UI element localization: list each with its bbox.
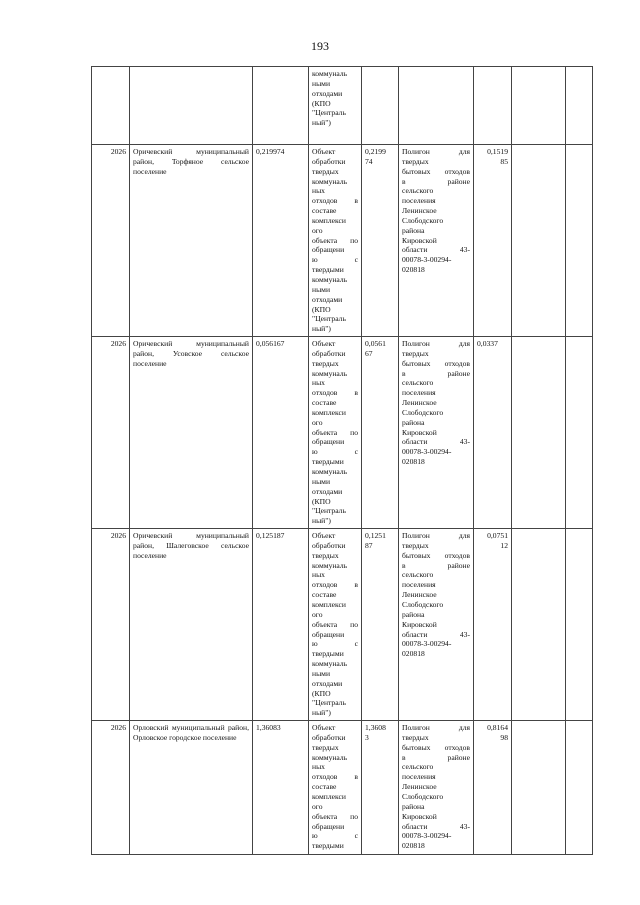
waste-flow-table xyxy=(91,66,593,855)
cell-line: области 43- xyxy=(402,437,470,447)
amount3-cell xyxy=(474,337,512,529)
cell-line: твердых xyxy=(402,540,429,550)
table-row xyxy=(92,67,593,145)
cell-line: ого xyxy=(312,225,323,235)
cell-line: коммуналь xyxy=(312,69,348,78)
object-cell xyxy=(309,67,362,145)
cell-line: 0,0561 xyxy=(365,339,386,349)
cell-line: твердых xyxy=(312,166,339,176)
cell-line: обработки xyxy=(312,156,346,166)
cell-line: "Централь xyxy=(312,314,346,324)
year-cell: 2026 xyxy=(92,721,130,855)
cell-line: Ленинское xyxy=(402,590,437,600)
cell-line: 0,1251 xyxy=(365,531,386,541)
cell-line: ный") xyxy=(312,118,331,128)
cell-line: ными xyxy=(312,284,331,294)
destination-cell xyxy=(399,67,474,145)
cell-line: 020818 xyxy=(402,841,425,851)
cell-line: ный") xyxy=(312,708,331,718)
cell-line: Кировской xyxy=(402,235,437,245)
cell-line: коммуналь xyxy=(312,176,348,186)
cell-line: обработки xyxy=(312,732,346,742)
amount3-cell xyxy=(474,67,512,145)
cell-line: 87 xyxy=(365,540,373,550)
cell-line: 00078-3-00294- xyxy=(402,831,452,841)
cell-line: ными xyxy=(312,668,331,678)
cell-line: отходов в xyxy=(312,196,358,206)
cell-line: коммуналь xyxy=(312,467,348,476)
cell-line: Кировской xyxy=(402,811,437,821)
destination-cell xyxy=(399,337,474,529)
cell-line: 0,0337 xyxy=(477,339,498,349)
cell-line: 67 xyxy=(365,348,373,358)
empty-cell xyxy=(566,67,593,145)
cell-line: отходов в xyxy=(312,772,358,782)
cell-line: обращени xyxy=(312,437,345,447)
cell-line: 020818 xyxy=(402,457,425,467)
cell-line: Слободского xyxy=(402,792,444,801)
cell-line: ных xyxy=(312,378,325,388)
cell-line: отходами xyxy=(312,486,343,496)
cell-line: "Централь xyxy=(312,698,346,708)
region-cell: Орловский муниципальный район, Орловское городское поселение xyxy=(130,721,253,855)
table-row xyxy=(92,529,593,721)
object-cell xyxy=(309,529,362,721)
cell-line: твердых xyxy=(312,358,339,368)
amount2-cell xyxy=(362,529,399,721)
cell-line: Полигон для xyxy=(402,147,470,156)
amount-cell: 1,36083 xyxy=(253,721,309,855)
cell-line: составе xyxy=(312,782,337,792)
empty-cell xyxy=(512,337,566,529)
cell-line: (КПО xyxy=(312,98,331,108)
cell-line: обращени xyxy=(312,821,345,831)
region-cell: Оричевский муниципальный район, Усовское сельское поселение xyxy=(130,337,253,529)
cell-line: ный") xyxy=(312,324,331,334)
cell-line: 12 xyxy=(500,540,508,550)
cell-line: твердыми xyxy=(312,265,344,275)
cell-line: поселения xyxy=(402,772,436,782)
cell-line: Полигон для xyxy=(402,531,470,541)
cell-line: (КПО xyxy=(312,688,331,698)
empty-cell xyxy=(512,67,566,145)
cell-line: Слободского xyxy=(402,407,444,417)
cell-line: твердых xyxy=(312,550,339,560)
cell-line: ю с xyxy=(312,447,358,457)
cell-line: 00078-3-00294- xyxy=(402,639,452,649)
table-row xyxy=(92,145,593,337)
cell-line: объекта по xyxy=(312,427,358,437)
cell-line: в районе xyxy=(402,752,470,762)
amount-cell xyxy=(253,67,309,145)
cell-line: отходами xyxy=(312,678,343,688)
amount3-cell xyxy=(474,721,512,855)
year-cell xyxy=(92,67,130,145)
cell-line: обращени xyxy=(312,629,345,639)
cell-line: Слободского xyxy=(402,215,444,225)
cell-line: бытовых отходов xyxy=(402,166,470,176)
cell-line: составе xyxy=(312,206,337,216)
cell-line: области 43- xyxy=(402,629,470,639)
cell-line: отходов в xyxy=(312,580,358,590)
amount3-cell xyxy=(474,145,512,337)
cell-line: в районе xyxy=(402,176,470,186)
cell-line: района xyxy=(402,609,425,619)
cell-line: 020818 xyxy=(402,649,425,659)
cell-line: 0,0751 xyxy=(487,531,508,541)
cell-line: поселения xyxy=(402,580,436,590)
cell-line: твердыми xyxy=(312,841,344,851)
object-cell xyxy=(309,145,362,337)
cell-line: коммуналь xyxy=(312,274,348,284)
page-number: 193 xyxy=(311,39,329,53)
cell-line: комплекси xyxy=(312,215,346,225)
cell-line: ю с xyxy=(312,831,358,841)
cell-line: ю с xyxy=(312,255,358,265)
cell-line: бытовых отходов xyxy=(402,742,470,752)
cell-line: ными xyxy=(312,476,331,486)
cell-line: Ленинское xyxy=(402,398,437,408)
cell-line: области 43- xyxy=(402,821,470,831)
cell-line: (КПО xyxy=(312,496,331,506)
cell-line: твердых xyxy=(402,732,429,742)
cell-line: Объект xyxy=(312,339,336,349)
cell-line: твердых xyxy=(312,742,339,752)
cell-line: 020818 xyxy=(402,265,425,275)
cell-line: Полигон для xyxy=(402,723,470,733)
empty-cell xyxy=(566,145,593,337)
cell-line: в районе xyxy=(402,368,470,378)
cell-line: объекта по xyxy=(312,235,358,245)
cell-line: сельского xyxy=(402,570,434,580)
cell-line: Ленинское xyxy=(402,782,437,792)
cell-line: твердых xyxy=(402,348,429,358)
amount2-cell xyxy=(362,145,399,337)
cell-line: коммуналь xyxy=(312,659,348,669)
cell-line: сельского xyxy=(402,762,434,772)
destination-cell xyxy=(399,145,474,337)
cell-line: 98 xyxy=(500,732,508,742)
cell-line: 00078-3-00294- xyxy=(402,255,452,265)
cell-line: коммуналь xyxy=(312,368,348,378)
cell-line: твердыми xyxy=(312,649,344,659)
cell-line: ными xyxy=(312,78,331,88)
cell-line: бытовых отходов xyxy=(402,550,470,560)
empty-cell xyxy=(566,337,593,529)
cell-line: Кировской xyxy=(402,427,437,437)
cell-line: 74 xyxy=(365,156,373,166)
amount-cell: 0,125187 xyxy=(253,529,309,721)
cell-line: коммуналь xyxy=(312,560,348,570)
empty-cell xyxy=(512,721,566,855)
cell-line: 85 xyxy=(500,156,508,166)
cell-line: Объект xyxy=(312,147,336,156)
amount2-cell xyxy=(362,337,399,529)
destination-cell xyxy=(399,721,474,855)
cell-line: отходами xyxy=(312,88,343,98)
region-cell: Оричевский муниципальный район, Шалеговское сельское поселение xyxy=(130,529,253,721)
cell-line: комплекси xyxy=(312,792,346,801)
cell-line: сельского xyxy=(402,378,434,388)
cell-line: Объект xyxy=(312,531,336,541)
cell-line: комплекси xyxy=(312,407,346,417)
cell-line: Кировской xyxy=(402,619,437,629)
cell-line: объекта по xyxy=(312,619,358,629)
cell-line: отходов в xyxy=(312,388,358,398)
cell-line: Полигон для xyxy=(402,339,470,349)
object-cell xyxy=(309,721,362,855)
cell-line: 0,2199 xyxy=(365,147,386,156)
cell-line: (КПО xyxy=(312,304,331,314)
year-cell: 2026 xyxy=(92,337,130,529)
object-cell xyxy=(309,337,362,529)
destination-cell xyxy=(399,529,474,721)
region-cell xyxy=(130,67,253,145)
cell-line: обращени xyxy=(312,245,345,255)
cell-line: ого xyxy=(312,609,323,619)
year-cell: 2026 xyxy=(92,529,130,721)
cell-line: 0,1519 xyxy=(487,147,508,156)
cell-line: составе xyxy=(312,590,337,600)
cell-line: ого xyxy=(312,801,323,811)
table-row xyxy=(92,721,593,855)
empty-cell xyxy=(566,721,593,855)
cell-line: 00078-3-00294- xyxy=(402,447,452,457)
cell-line: комплекси xyxy=(312,599,346,609)
table-row xyxy=(92,337,593,529)
empty-cell xyxy=(566,529,593,721)
cell-line: 1,3608 xyxy=(365,723,386,733)
cell-line: поселения xyxy=(402,196,436,206)
amount-cell: 0,056167 xyxy=(253,337,309,529)
amount3-cell xyxy=(474,529,512,721)
cell-line: района xyxy=(402,801,425,811)
cell-line: ю с xyxy=(312,639,358,649)
cell-line: района xyxy=(402,225,425,235)
cell-line: бытовых отходов xyxy=(402,358,470,368)
empty-cell xyxy=(512,145,566,337)
year-cell: 2026 xyxy=(92,145,130,337)
cell-line: ный") xyxy=(312,516,331,526)
cell-line: объекта по xyxy=(312,811,358,821)
cell-line: сельского xyxy=(402,186,434,196)
cell-line: ого xyxy=(312,417,323,427)
cell-line: твердых xyxy=(402,156,429,166)
cell-line: в районе xyxy=(402,560,470,570)
cell-line: "Централь xyxy=(312,108,346,118)
cell-line: Объект xyxy=(312,723,336,733)
cell-line: "Централь xyxy=(312,506,346,516)
cell-line: ных xyxy=(312,570,325,580)
cell-line: области 43- xyxy=(402,245,470,255)
cell-line: 3 xyxy=(365,732,369,742)
cell-line: Слободского xyxy=(402,599,444,609)
amount-cell: 0,219974 xyxy=(253,145,309,337)
cell-line: Ленинское xyxy=(402,206,437,216)
cell-line: района xyxy=(402,417,425,427)
cell-line: обработки xyxy=(312,348,346,358)
cell-line: коммуналь xyxy=(312,752,348,762)
cell-line: твердыми xyxy=(312,457,344,467)
amount2-cell xyxy=(362,67,399,145)
cell-line: составе xyxy=(312,398,337,408)
region-cell: Оричевский муниципальный район, Торфяное сельское поселение xyxy=(130,145,253,337)
cell-line: обработки xyxy=(312,540,346,550)
cell-line: ных xyxy=(312,762,325,772)
cell-line: поселения xyxy=(402,388,436,398)
empty-cell xyxy=(512,529,566,721)
amount2-cell xyxy=(362,721,399,855)
cell-line: ных xyxy=(312,186,325,196)
cell-line: 0,8164 xyxy=(487,723,508,733)
cell-line: отходами xyxy=(312,294,343,304)
